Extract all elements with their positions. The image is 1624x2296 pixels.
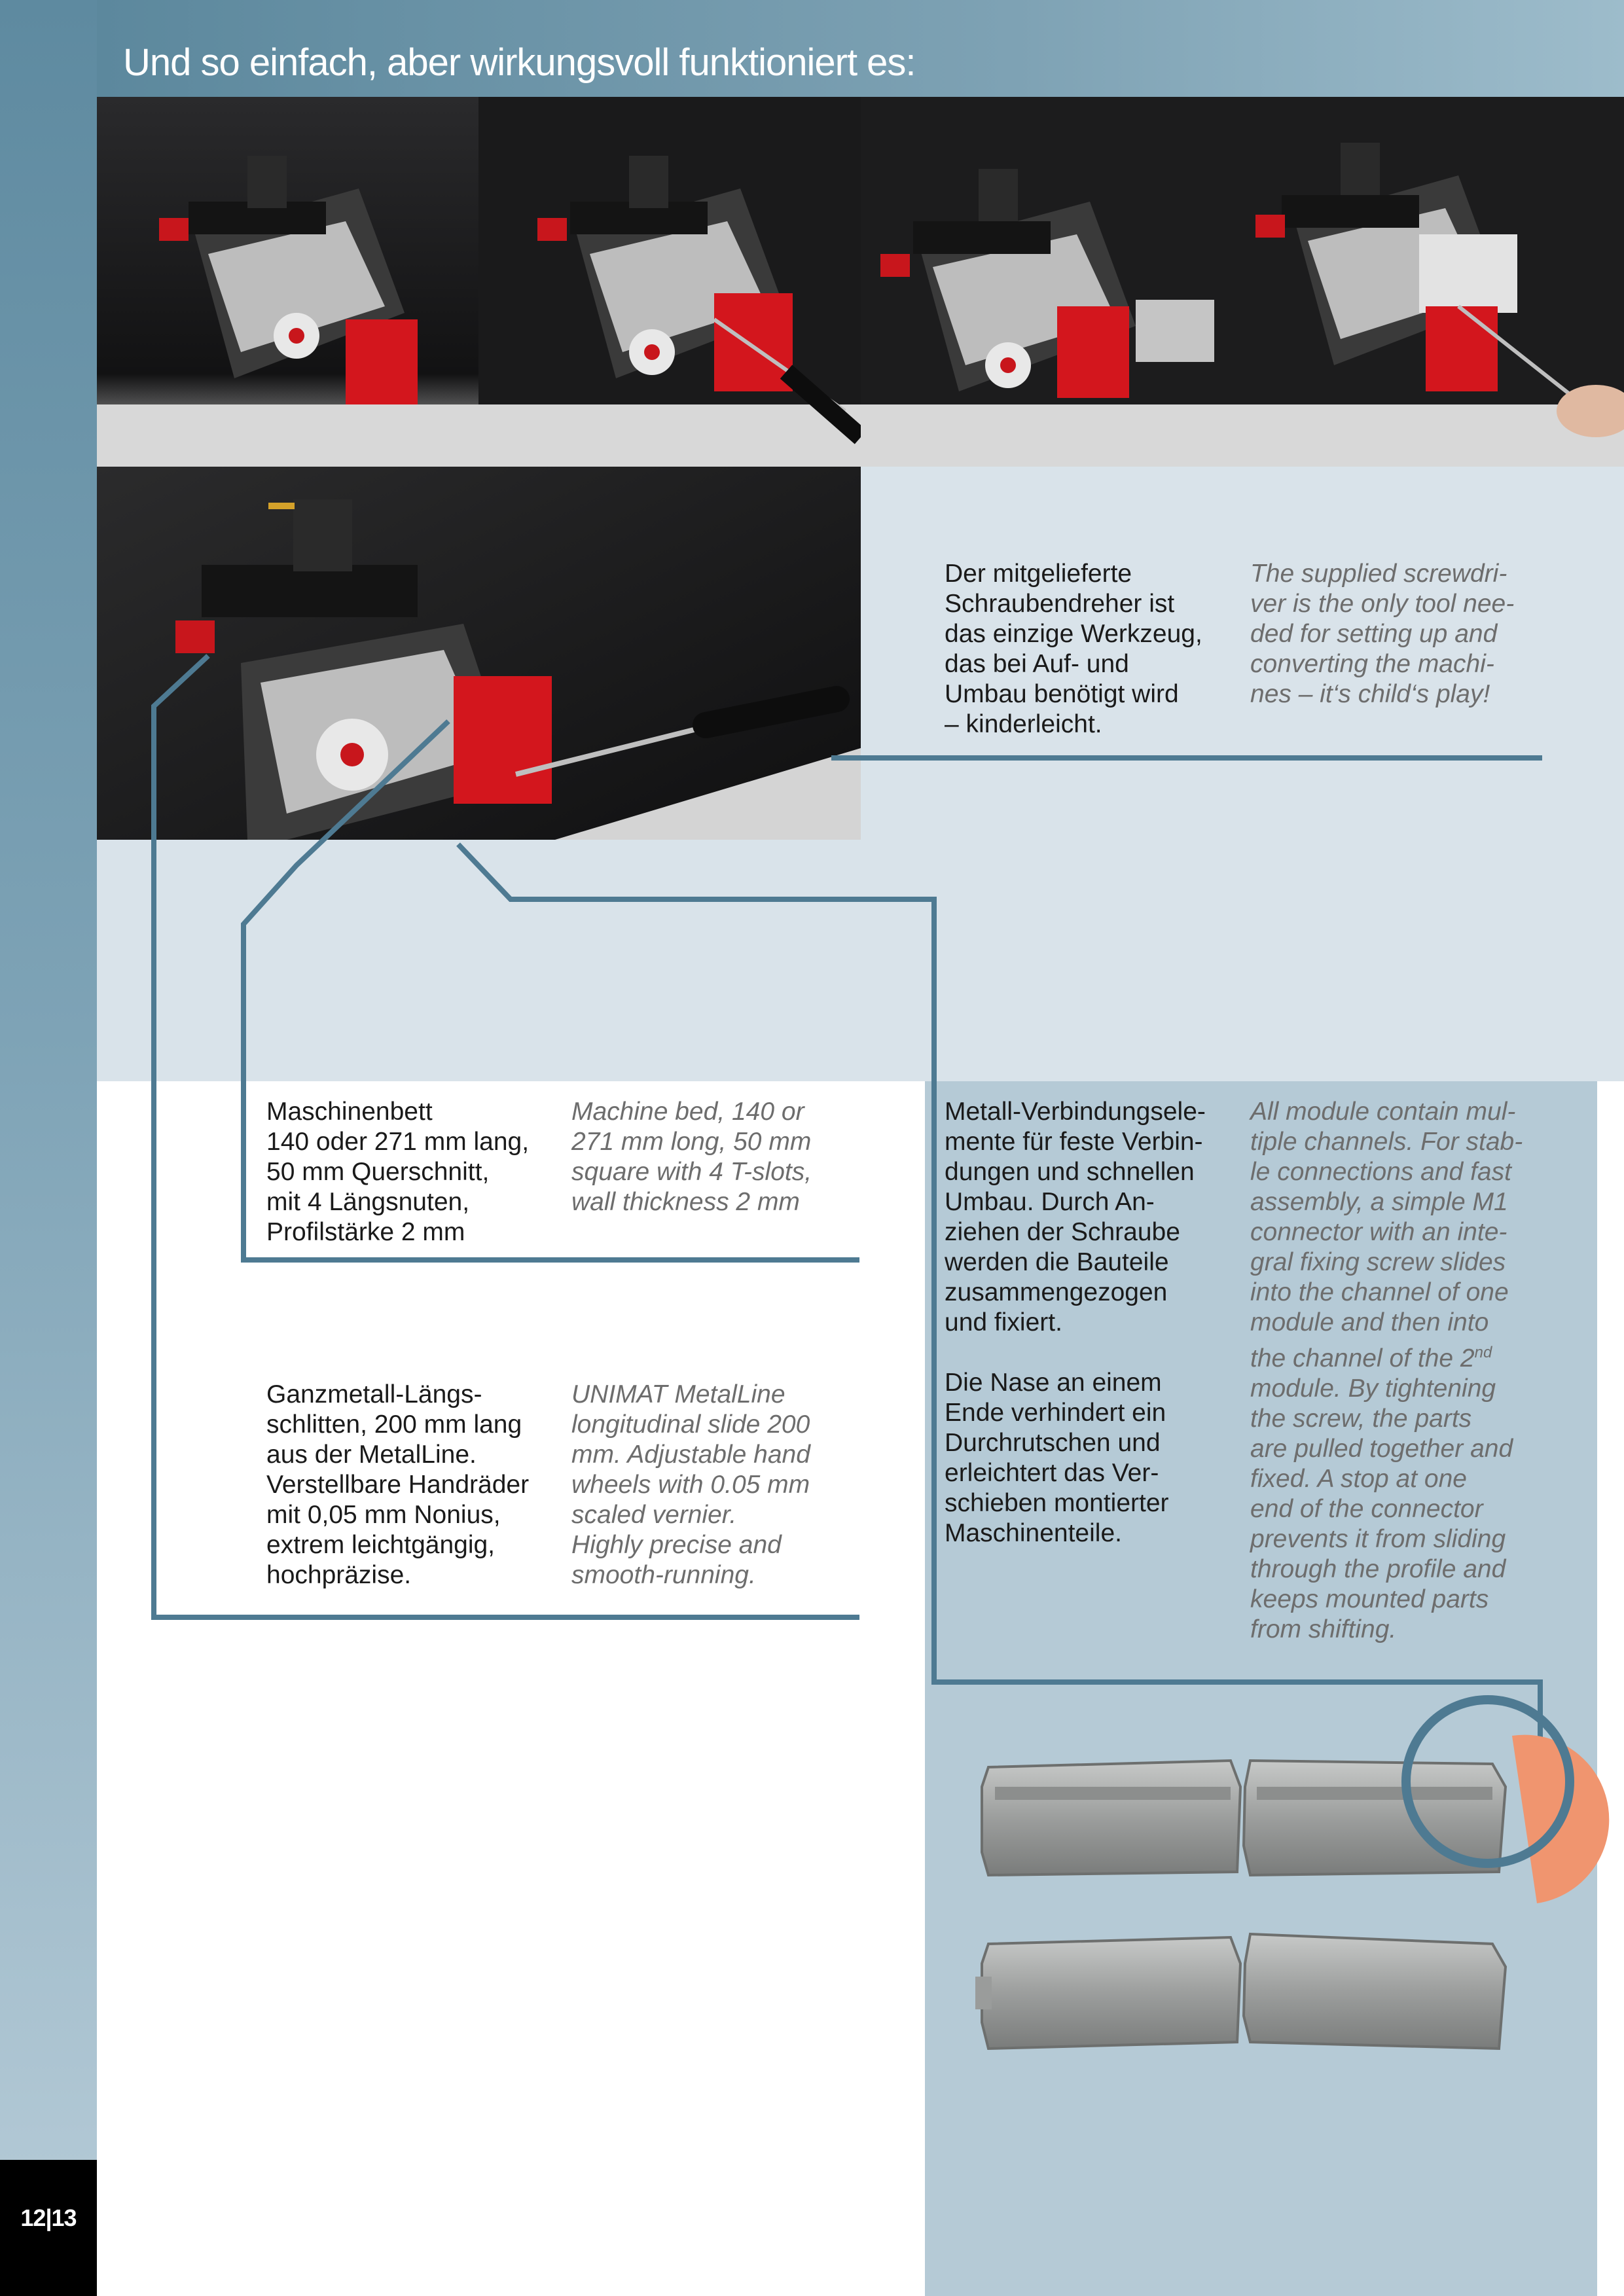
screwdriver-text-en: The supplied screwdri- ver is the only tool nee- ded for setting up and converting the machi- nes – it‘s child‘s play! — [1250, 560, 1515, 708]
page-title: Und so einfach, aber wirkungsvoll funktioniert es: — [123, 41, 916, 84]
ordinal-suffix: nd — [1474, 1344, 1492, 1361]
slide-text-de: Ganzmetall-Längs- schlitten, 200 mm lang aus der MetalLine. Verstellbare Handräder mit 0,05 mm Nonius, extrem leichtgängig, hochpräzise. — [266, 1380, 530, 1589]
screwdriver-text-de: Der mitgelieferte Schraubendreher ist das einzige Werkzeug, das bei Auf- und Umbau benötigt wird – kinderleicht. — [945, 560, 1202, 738]
connectors-text-en-part1: All module contain mul- tiple channels. For stab- le connections and fast assembly, a simple M1 connector with an inte- gral fixing screw slides into the channel of one module and then into the channel of the 2 — [1250, 1098, 1523, 1372]
page-number: 12|13 — [20, 2204, 77, 2231]
machine-bed-text-en: Machine bed, 140 or 271 mm long, 50 mm square with 4 T-slots, wall thickness 2 mm — [571, 1098, 812, 1216]
connectors-text-en-part2: module. By tightening the screw, the parts are pulled together and fixed. A stop at one end of the connector prevents it from sliding through the profile and keeps mounted parts from shifting. — [1250, 1374, 1513, 1643]
connectors-text-en — [1250, 1097, 1564, 1645]
slide-text-en: UNIMAT MetalLine longitudinal slide 200 mm. Adjustable hand wheels with 0.05 mm scaled vernier. Highly precise and smooth-running. — [571, 1380, 810, 1589]
machine-bed-text-de: Maschinenbett 140 oder 271 mm lang, 50 mm Querschnitt, mit 4 Längsnuten, Profilstärke 2 mm — [266, 1098, 530, 1246]
connectors-text-de: Metall-Verbindungsele- mente für feste Verbin- dungen und schnellen Umbau. Durch An- ziehen der Schraube werden die Bauteile zusammengezogen und fixiert. Die Nase an einem Ende verhindert ein Durchrutschen und erleichtert das Ver- schieben montierter Maschinenteile. — [945, 1098, 1206, 1547]
